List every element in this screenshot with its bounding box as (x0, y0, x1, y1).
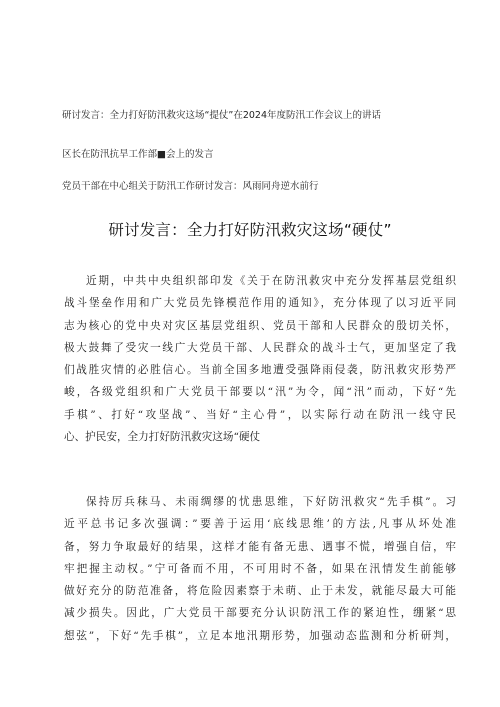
paragraph-line: 保持厉兵秣马、未雨绸缪的忧患思维，下好防汛救灾“先手棋”。习 (86, 496, 456, 508)
paragraph-1 (64, 270, 456, 448)
paragraph-line: 们战胜灾情的必胜信心。当前全国多地遭受强降雨侵袭，防汛救灾形势严 (64, 364, 456, 377)
paragraph-line: 峻，各级党组织和广大党员干部要以“汛”为令，闻“汛”而动，下好“先 (64, 386, 456, 399)
document-title: 研讨发言：全力打好防汛救灾这场“硬仗” (108, 221, 392, 239)
paragraph-line: 战斗堡垒作用和广大党员先锋模范作用的通知》，充分体现了以习近平同 (64, 297, 456, 310)
paragraph-line: 近平总书记多次强调：”要善于运用‘底线思维’的方法,凡事从坏处准 (64, 518, 456, 531)
paragraph-line: 做好充分的防范准备，将危险因素察于未萌、止于未发，就能尽最大可能 (64, 585, 456, 598)
paragraph-line: 志为核心的党中央对灾区基层党组织、党员干部和人民群众的殷切关怀， (64, 319, 456, 332)
paragraph-2 (64, 491, 456, 647)
paragraph-line: 极大鼓舞了受灾一线广大党员干部、人民群众的战斗士气，更加坚定了我 (64, 341, 456, 354)
paragraph-line: 备，努力争取最好的结果，这样才能有备无患、遇事不慌，增强自信，牢 (64, 540, 456, 553)
paragraph-line: 近期，中共中央组织部印发《关于在防汛救灾中充分发挥基层党组织 (86, 275, 456, 287)
paragraph-line: 手棋”、打好“攻坚战”、当好“主心骨”，以实际行动在防汛一线守民 (64, 408, 456, 421)
toc-entry-2[interactable]: 区长在防汛抗旱工作部■会上的发言 (62, 149, 214, 160)
paragraph-line: 牢把握主动权。”宁可备而不用，不可用时不备，如果在汛情发生前能够 (64, 562, 456, 575)
paragraph-line: 减少损失。因此，广大党员干部要充分认识防汛工作的紧迫性，绷紧“思 (64, 607, 456, 620)
toc-entry-1[interactable]: 研讨发言：全力打好防汛救灾这场“提仗”在2024年度防汛工作会议上的讲话 (62, 110, 382, 121)
paragraph-line: 心、护民安，全力打好防汛救灾这场“硬仗 (64, 431, 261, 444)
toc-entry-3[interactable]: 党员干部在中心组关于防汛工作研讨发言：风雨同舟逆水前行 (62, 181, 319, 192)
paragraph-line: 想弦”，下好“先手棋”，立足本地汛期形势，加强动态监测和分析研判， (64, 629, 456, 642)
